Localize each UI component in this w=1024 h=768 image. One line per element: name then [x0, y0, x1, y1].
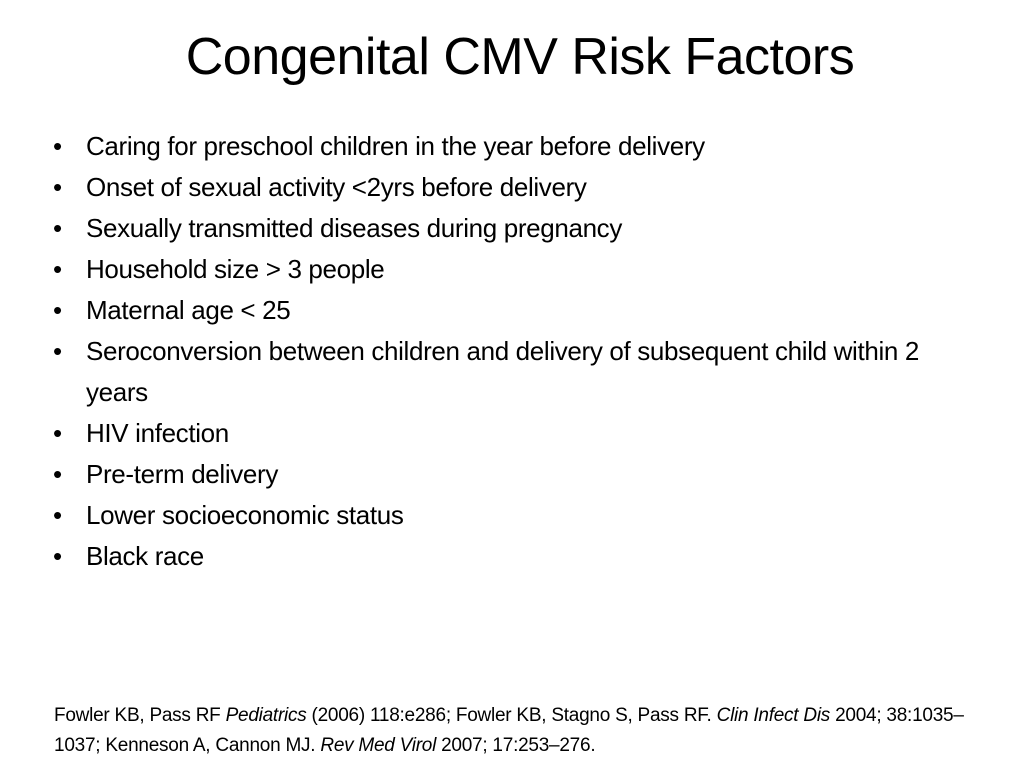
- list-item-text: Caring for preschool children in the year before delivery: [86, 131, 705, 161]
- reference-text: 2007; 17:253–276.: [436, 735, 596, 756]
- list-item: [53, 495, 953, 536]
- list-item-text: Household size > 3 people: [86, 254, 385, 284]
- risk-factor-list: [53, 126, 953, 577]
- journal-name: Clin Infect Dis: [716, 705, 831, 726]
- journal-name: Rev Med Virol: [320, 735, 437, 756]
- references: [54, 701, 974, 761]
- list-item: [53, 290, 953, 331]
- list-item-text: Pre-term delivery: [86, 459, 278, 489]
- list-item: [53, 331, 953, 413]
- list-item-text: Seroconversion between children and delivery of subsequent child within 2 years: [86, 336, 919, 407]
- journal-name: Pediatrics: [225, 705, 307, 726]
- list-item: [53, 536, 953, 577]
- list-item: [53, 249, 953, 290]
- list-item-text: Onset of sexual activity <2yrs before delivery: [86, 172, 587, 202]
- bullet-icon: •: [53, 541, 62, 571]
- list-item-text: Black race: [86, 541, 204, 571]
- list-item-text: Lower socioeconomic status: [86, 500, 404, 530]
- list-item-text: Maternal age < 25: [86, 295, 291, 325]
- slide-title: Congenital CMV Risk Factors: [185, 28, 855, 86]
- bullet-icon: •: [53, 418, 62, 448]
- bullet-icon: •: [53, 336, 62, 366]
- bullet-icon: •: [53, 459, 62, 489]
- list-item-text: HIV infection: [86, 418, 229, 448]
- reference-text: (2006) 118:e286; Fowler KB, Stagno S, Pass RF.: [306, 705, 717, 726]
- list-item: [53, 454, 953, 495]
- reference-text: Fowler KB, Pass RF: [54, 705, 226, 726]
- list-item-text: Sexually transmitted diseases during pregnancy: [86, 213, 622, 243]
- reference-text: 2004; 38:1035–1037; Kenneson A, Cannon MJ.: [54, 705, 964, 756]
- list-item: [53, 126, 953, 167]
- bullet-icon: •: [53, 295, 62, 325]
- bullet-icon: •: [53, 172, 62, 202]
- bullet-icon: •: [53, 500, 62, 530]
- list-item: [53, 208, 953, 249]
- list-item: [53, 167, 953, 208]
- bullet-icon: •: [53, 131, 62, 161]
- list-item: [53, 413, 953, 454]
- bullet-icon: •: [53, 213, 62, 243]
- bullet-icon: •: [53, 254, 62, 284]
